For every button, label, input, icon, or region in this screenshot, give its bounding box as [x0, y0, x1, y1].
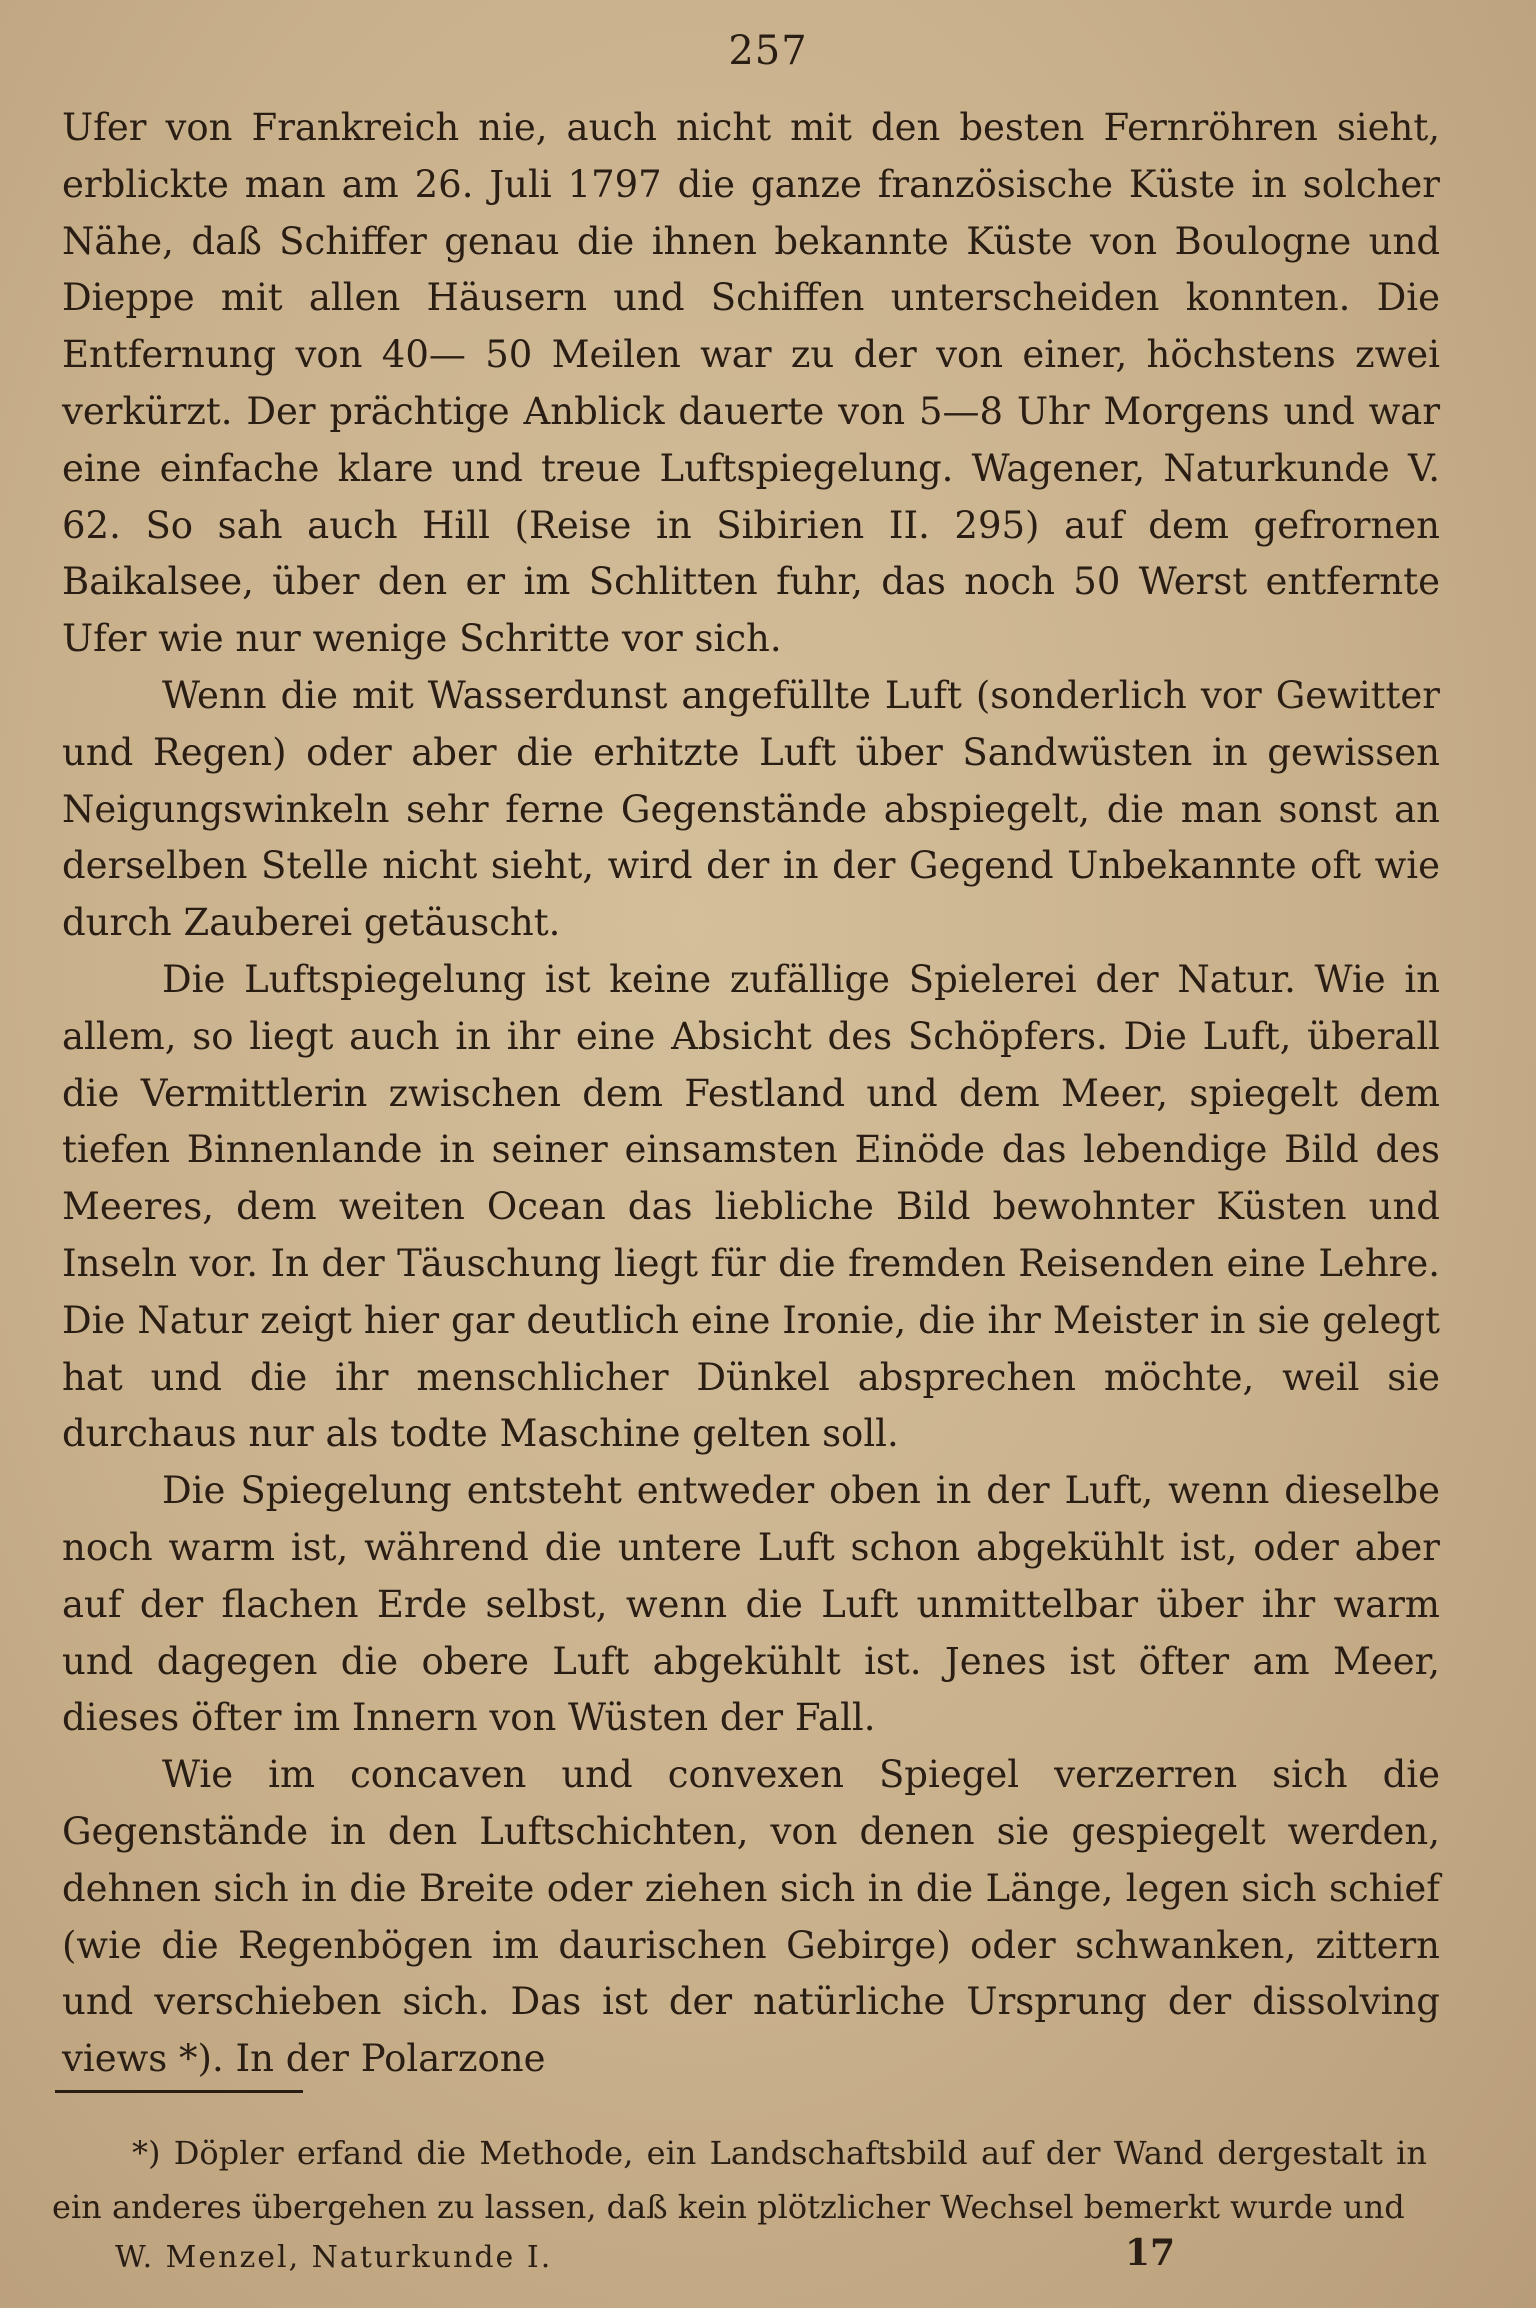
paragraph-3: Die Luftspiegelung ist keine zufällige Spielerei der Natur. Wie in allem, so liegt auch in ihr eine Absicht des Schöpfers. Die Luft, überall die Vermittlerin zwischen dem Festland und dem Meer, spiegelt dem tiefen Binnenlande in seiner einsamsten Einöde das lebendige Bild des Meeres, dem weiten Ocean das liebliche Bild bewohnter Küsten und Inseln vor. In der Täuschung liegt für die fremden Reisenden eine Lehre. Die Natur zeigt hier gar deutlich eine Ironie, die ihr Meister in sie gelegt hat und die ihr menschlicher Dünkel absprechen möchte, weil sie durchaus nur als todte Maschine gelten soll.: [62, 957, 1440, 1456]
body-text: [62, 100, 1440, 2088]
footnote-divider: [55, 2090, 303, 2093]
paragraph-2: Wenn die mit Wasserdunst angefüllte Luft (sonderlich vor Gewitter und Regen) oder aber die erhitzte Luft über Sandwüsten in gewissen Neigungswinkeln sehr ferne Gegenstände abspiegelt, die man sonst an derselben Stelle nicht sieht, wird der in der Gegend Unbekannte oft wie durch Zauberei getäuscht.: [62, 673, 1440, 945]
signature-line: W. Menzel, Naturkunde I.: [115, 2240, 553, 2275]
paragraph-1: Ufer von Frankreich nie, auch nicht mit den besten Fernröhren sieht, erblickte man am 26. Juli 1797 die ganze französische Küste in solcher Nähe, daß Schiffer genau die ihnen bekannte Küste von Boulogne und Dieppe mit allen Häusern und Schiffen unterscheiden konnten. Die Entfernung von 40— 50 Meilen war zu der von einer, höchstens zwei verkürzt. Der prächtige Anblick dauerte von 5—8 Uhr Morgens und war eine einfache klare und treue Luftspiegelung. Wagener, Naturkunde V. 62. So sah auch Hill (Reise in Sibirien II. 295) auf dem gefrornen Baikalsee, über den er im Schlitten fuhr, das noch 50 Werst entfernte Ufer wie nur wenige Schritte vor sich.: [62, 106, 1440, 661]
page-number: 257: [728, 28, 808, 74]
footnote: *) Döpler erfand die Methode, ein Landschaftsbild auf der Wand dergestalt in ein anderes übergehen zu lassen, daß kein plötzlicher Wechsel bemerkt wurde und: [52, 2134, 1427, 2226]
paragraph-4: Die Spiegelung entsteht entweder oben in der Luft, wenn dieselbe noch warm ist, während die untere Luft schon abgekühlt ist, oder aber auf der flachen Erde selbst, wenn die Luft unmittelbar über ihr warm und dagegen die obere Luft abgekühlt ist. Jenes ist öfter am Meer, dieses öfter im Innern von Wüsten der Fall.: [62, 1469, 1440, 1740]
sheet-number: 17: [1125, 2232, 1176, 2274]
paragraph-5: Wie im concaven und convexen Spiegel verzerren sich die Gegenstände in den Luftschichten, von denen sie gespiegelt werden, dehnen sich in die Breite oder ziehen sich in die Länge, legen sich schief (wie die Regenbögen im daurischen Gebirge) oder schwanken, zittern und verschieben sich. Das ist der natürliche Ursprung der dissolving views *). In der Polarzone: [62, 1753, 1440, 2081]
